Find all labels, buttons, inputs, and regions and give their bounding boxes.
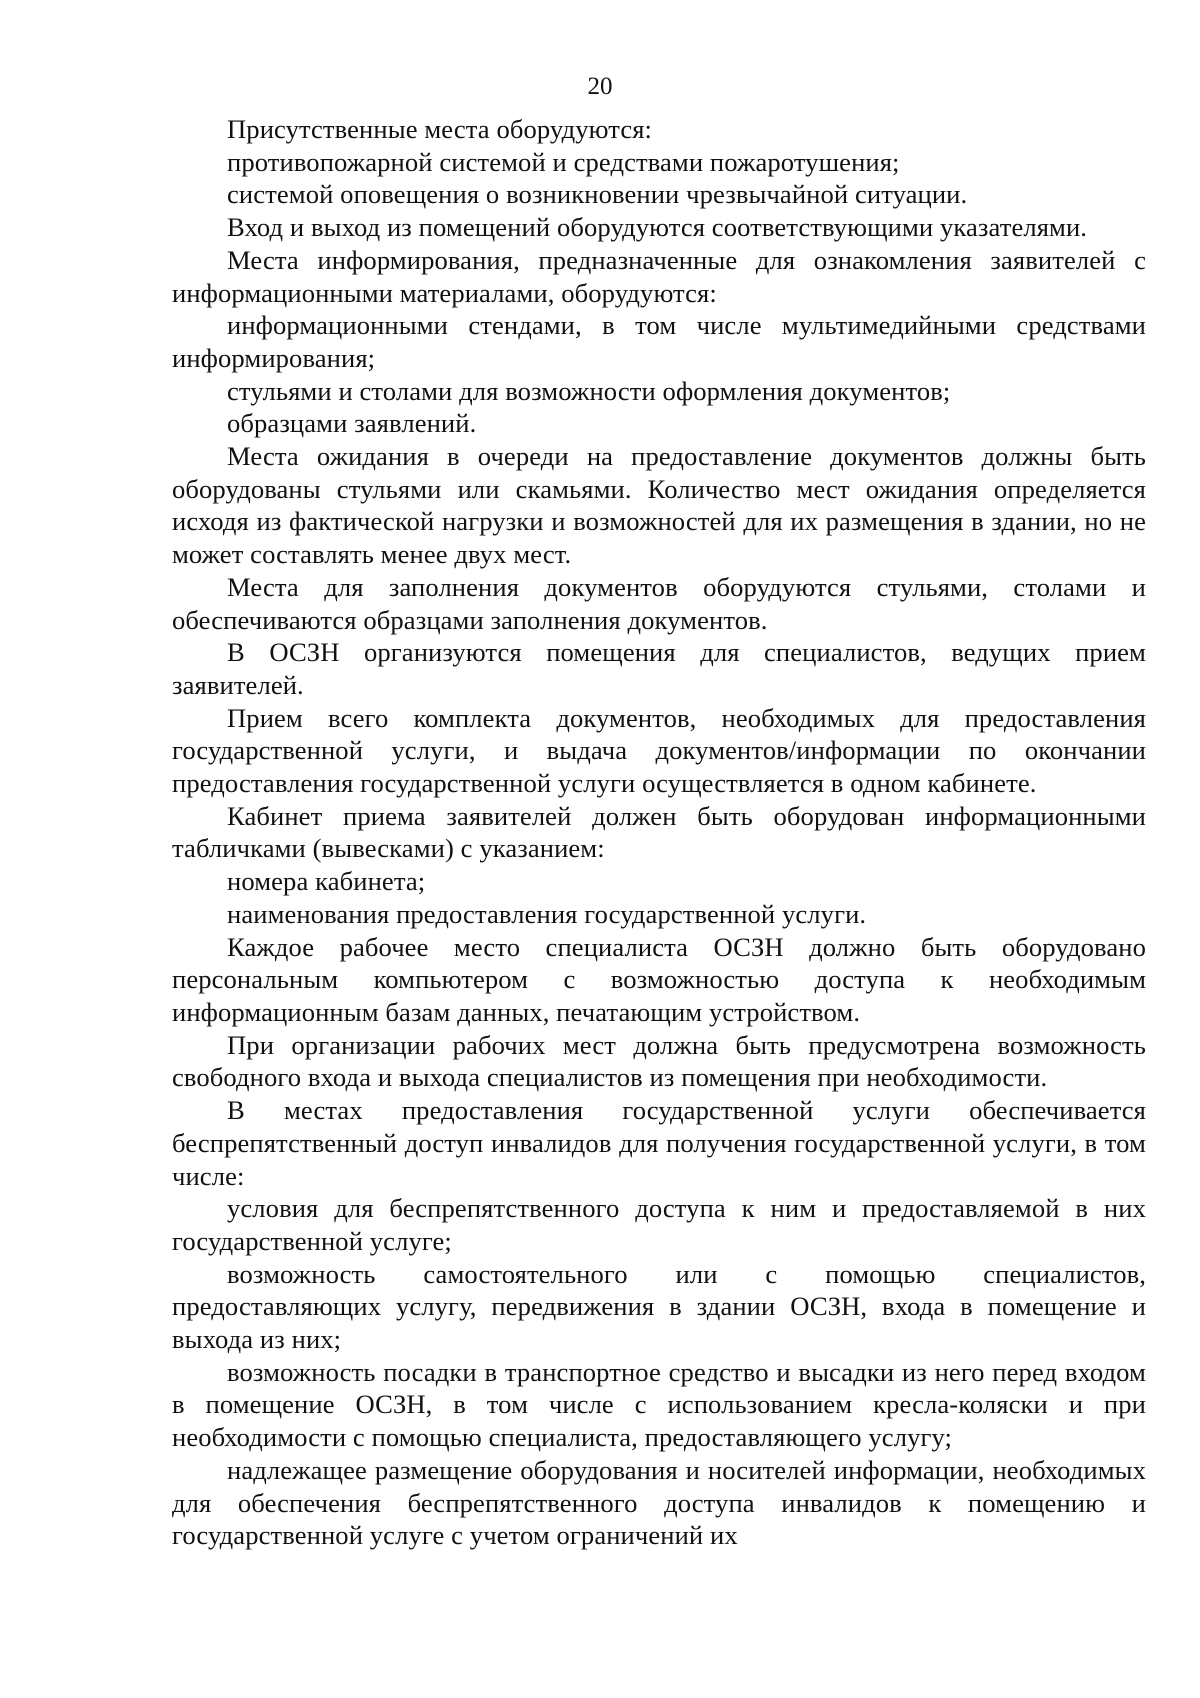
paragraph: Вход и выход из помещений оборудуются соответствующими указателями. [227,212,1088,243]
paragraph: образцами заявлений. [227,408,477,439]
paragraph: В местах предоставления государственной услуги обеспечивается беспрепятственный доступ инвалидов для получения государственной услуги, в том числе: [172,1095,1146,1191]
paragraph: противопожарной системой и средствами пожаротушения; [227,146,900,177]
document-body [172,113,1146,1552]
paragraph: В ОСЗН организуются помещения для специалистов, ведущих прием заявителей. [172,637,1146,700]
paragraph: условия для беспрепятственного доступа к ним и предоставляемой в них государственной услуге; [172,1193,1146,1256]
paragraph: возможность самостоятельного или с помощью специалистов, предоставляющих услугу, передвижения в здании ОСЗН, входа в помещение и выхода из них; [172,1258,1146,1355]
paragraph: Присутственные места оборудуются: [227,114,653,144]
paragraph: Места для заполнения документов оборудуются стульями, столами и обеспечиваются образцами заполнения документов. [172,571,1146,635]
paragraph: номера кабинета; [227,866,426,897]
paragraph: Прием всего комплекта документов, необходимых для предоставления государственной услуги, и выдача документов/информации по окончании предоставления государственной услуги осуществляется в одном кабинете. [172,702,1146,799]
paragraph: Места ожидания в очереди на предоставление документов должны быть оборудованы стульями или скамьями. Количество мест ожидания определяется исходя из фактической нагрузки и возможностей для их размещения в здании, но не может составлять менее двух мест. [172,441,1146,570]
paragraph: наименования предоставления государственной услуги. [227,898,867,929]
paragraph: информационными стендами, в том числе мультимедийными средствами информирования; [172,310,1146,373]
paragraph: Места информирования, предназначенные для ознакомления заявителей с информационными материалами, оборудуются: [172,244,1146,308]
paragraph: системой оповещения о возникновении чрезвычайной ситуации. [227,179,968,210]
paragraph: Кабинет приема заявителей должен быть оборудован информационными табличками (вывесками) с указанием: [172,800,1146,864]
paragraph: стульями и столами для возможности оформления документов; [227,375,951,406]
page-number: 20 [587,73,613,100]
paragraph: возможность посадки в транспортное средство и высадки из него перед входом в помещение ОСЗН, в том числе с использованием кресла-коляски и при необходимости с помощью специалиста, предоставляющего услугу; [172,1356,1146,1453]
paragraph: Каждое рабочее место специалиста ОСЗН должно быть оборудовано персональным компьютером с возможностью доступа к необходимым информационным базам данных, печатающим устройством. [172,931,1146,1027]
paragraph: надлежащее размещение оборудования и носителей информации, необходимых для обеспечения беспрепятственного доступа инвалидов к помещению и государственной услуге с учетом ограничений их [172,1454,1146,1551]
paragraph: При организации рабочих мест должна быть предусмотрена возможность свободного входа и выхода специалистов из помещения при необходимости. [172,1029,1146,1093]
